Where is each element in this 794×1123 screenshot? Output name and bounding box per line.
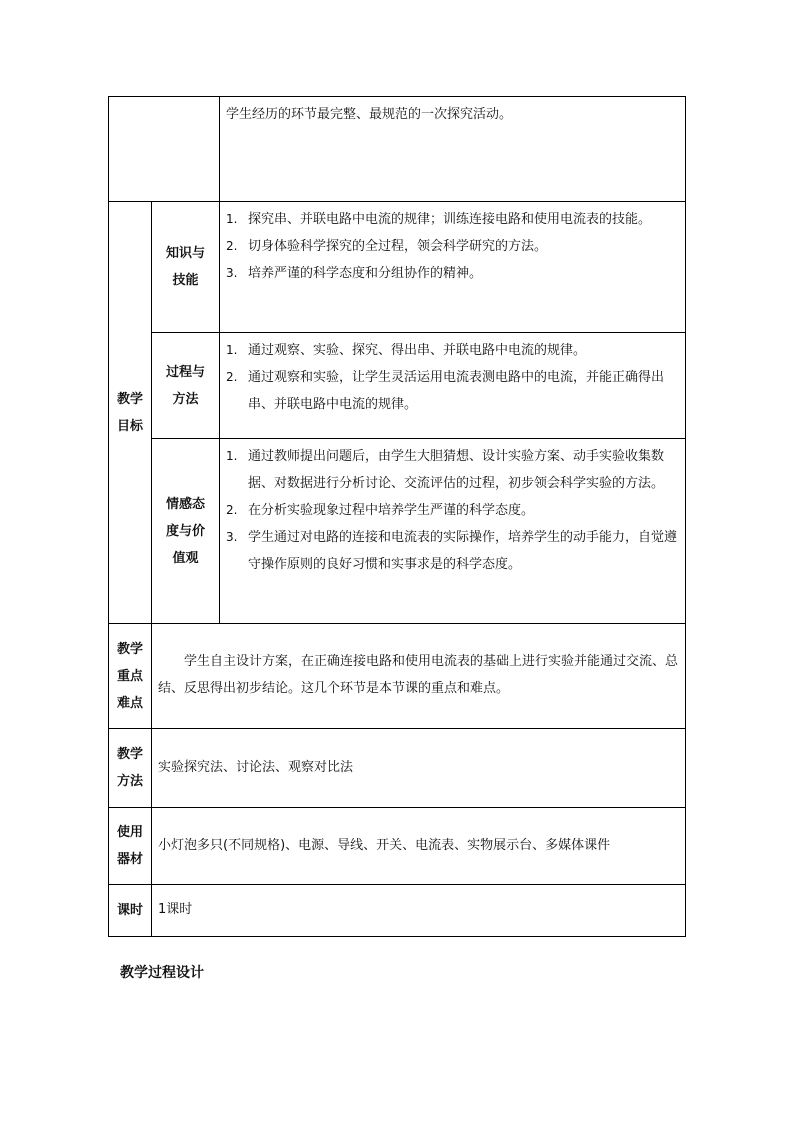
- period-label: 课时: [109, 885, 152, 937]
- equipment-row: [109, 808, 686, 885]
- key-points-text: 学生自主设计方案，在正确连接电路和使用电流表的基础上进行实验并能通过交流、总结、反思得出初步结论。这几个环节是本节课的重点和难点。: [158, 654, 679, 696]
- process-label: 过程与方法: [152, 333, 220, 439]
- key-points-row: [109, 624, 686, 729]
- objective-knowledge-row: [109, 202, 686, 333]
- list-item: 1. 通过教师提出问题后，由学生大胆猜想、设计实验方案、动手实验收集数据、对数据进行分析讨论、交流评估的过程，初步领会科学实验的方法。: [226, 449, 665, 491]
- list-item: 3. 培养严谨的科学态度和分组协作的精神。: [226, 266, 483, 281]
- list-item: 1. 探究串、并联电路中电流的规律；训练连接电路和使用电流表的技能。: [226, 212, 652, 227]
- knowledge-label: 知识与技能: [152, 202, 220, 333]
- methods-row: [109, 729, 686, 808]
- key-points-content: [152, 624, 686, 729]
- list-item: 2. 通过观察和实验，让学生灵活运用电流表测电路中的电流，并能正确得出串、并联电路中电流的规律。: [226, 370, 665, 412]
- period-row: [109, 885, 686, 937]
- key-points-label: 教学重点难点: [109, 624, 152, 729]
- equipment-label: 使用器材: [109, 808, 152, 885]
- attitude-content: [220, 439, 686, 624]
- process-content: [220, 333, 686, 439]
- equipment-text: 小灯泡多只(不同规格)、电源、导线、开关、电流表、实物展示台、多媒体课件: [158, 837, 611, 853]
- knowledge-list: [226, 206, 679, 287]
- lesson-plan-table: [108, 96, 686, 937]
- methods-label: 教学方法: [109, 729, 152, 808]
- list-item: 2. 切身体验科学探究的全过程，领会科学研究的方法。: [226, 239, 548, 254]
- list-item: 3. 学生通过对电路的连接和电流表的实际操作，培养学生的动手能力，自觉遵守操作原则的良好习惯和实事求是的科学态度。: [226, 530, 678, 572]
- methods-text: 实验探究法、讨论法、观察对比法: [158, 759, 354, 775]
- process-list: [226, 337, 679, 418]
- knowledge-content: [220, 202, 686, 333]
- methods-content: [152, 729, 686, 808]
- list-item: 2. 在分析实验现象过程中培养学生严谨的科学态度。: [226, 503, 535, 518]
- list-item: 1. 通过观察、实验、探究、得出串、并联电路中电流的规律。: [226, 343, 587, 358]
- attitude-list: [226, 443, 679, 578]
- intro-text: 学生经历的环节最完整、最规范的一次探究活动。: [226, 107, 513, 122]
- intro-content-cell: [220, 97, 686, 202]
- attitude-label: 情感态度与价值观: [152, 439, 220, 624]
- period-text: 1课时: [158, 902, 193, 917]
- intro-label-cell: [109, 97, 220, 202]
- objective-process-row: [109, 333, 686, 439]
- objectives-label: 教学目标: [109, 202, 152, 624]
- period-content: [152, 885, 686, 937]
- equipment-content: [152, 808, 686, 885]
- objective-attitude-row: [109, 439, 686, 624]
- section-title: 教学过程设计: [120, 965, 204, 981]
- intro-row: [109, 97, 686, 202]
